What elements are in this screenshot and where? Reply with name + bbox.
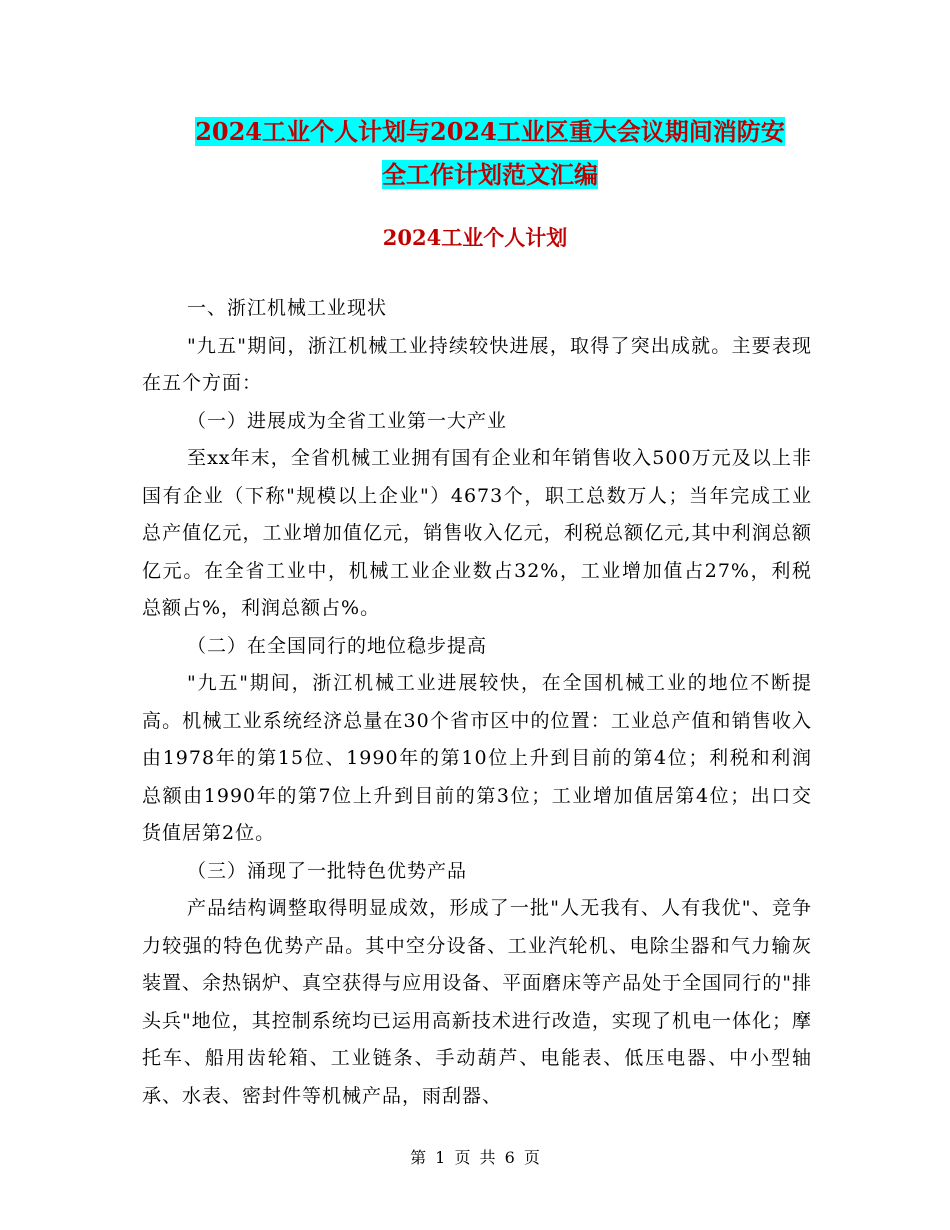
paragraph: 产品结构调整取得明显成效，形成了一批"人无我有、人有我优"、竞争力较强的特色优势产品。其中空分设备、工业汽轮机、电除尘器和气力输灰装置、余热锅炉、真空获得与应用设备、平面磨床等产品处于全国同行的"排头兵"地位，其控制系统均已运用高新技术进行改造，实现了机电一体化；摩托车、船用齿轮箱、工业链条、手动葫芦、电能表、低压电器、中小型轴承、水表、密封件等机械产品，雨刮器、 <box>142 897 812 1107</box>
paragraph-heading-1: 一、浙江机械工业现状 <box>187 297 388 319</box>
section-heading: 2024工业个人计划 <box>382 225 568 250</box>
paragraph: "九五"期间，浙江机械工业持续较快进展，取得了突出成就。主要表现在五个方面： <box>142 334 812 394</box>
paragraph-subheading-3: （三）涌现了一批特色优势产品 <box>187 859 468 882</box>
paragraph: 至xx年末，全省机械工业拥有国有企业和年销售收入500万元及以上非国有企业（下称"规模以上企业"）4673个，职工总数万人；当年完成工业总产值亿元，工业增加值亿元，销售收入亿元，利税总额亿元,其中利润总额亿元。在全省工业中，机械工业企业数占32%，工业增加值占27%，利税总额占%，利润总额占%。 <box>142 447 812 619</box>
paragraph: "九五"期间，浙江机械工业进展较快，在全国机械工业的地位不断提高。机械工业系统经济总量在30个省市区中的位置：工业总产值和销售收入由1978年的第15位、1990年的第10位上升到目前的第4位；利税和利润总额由1990年的第7位上升到目前的第3位；工业增加值居第4位；出口交货值居第2位。 <box>142 672 812 844</box>
document-title-line-1: 2024工业个人计划与2024工业区重大会议期间消防安 <box>195 117 785 146</box>
document-title-line-2: 全工作计划范文汇编 <box>382 160 598 189</box>
paragraph-subheading-2: （二）在全国同行的地位稳步提高 <box>187 634 488 657</box>
document-body <box>142 290 812 1115</box>
paragraph-subheading-1: （一）进展成为全省工业第一大产业 <box>187 409 508 432</box>
page-footer: 第 1 页 共 6 页 <box>410 1148 540 1167</box>
